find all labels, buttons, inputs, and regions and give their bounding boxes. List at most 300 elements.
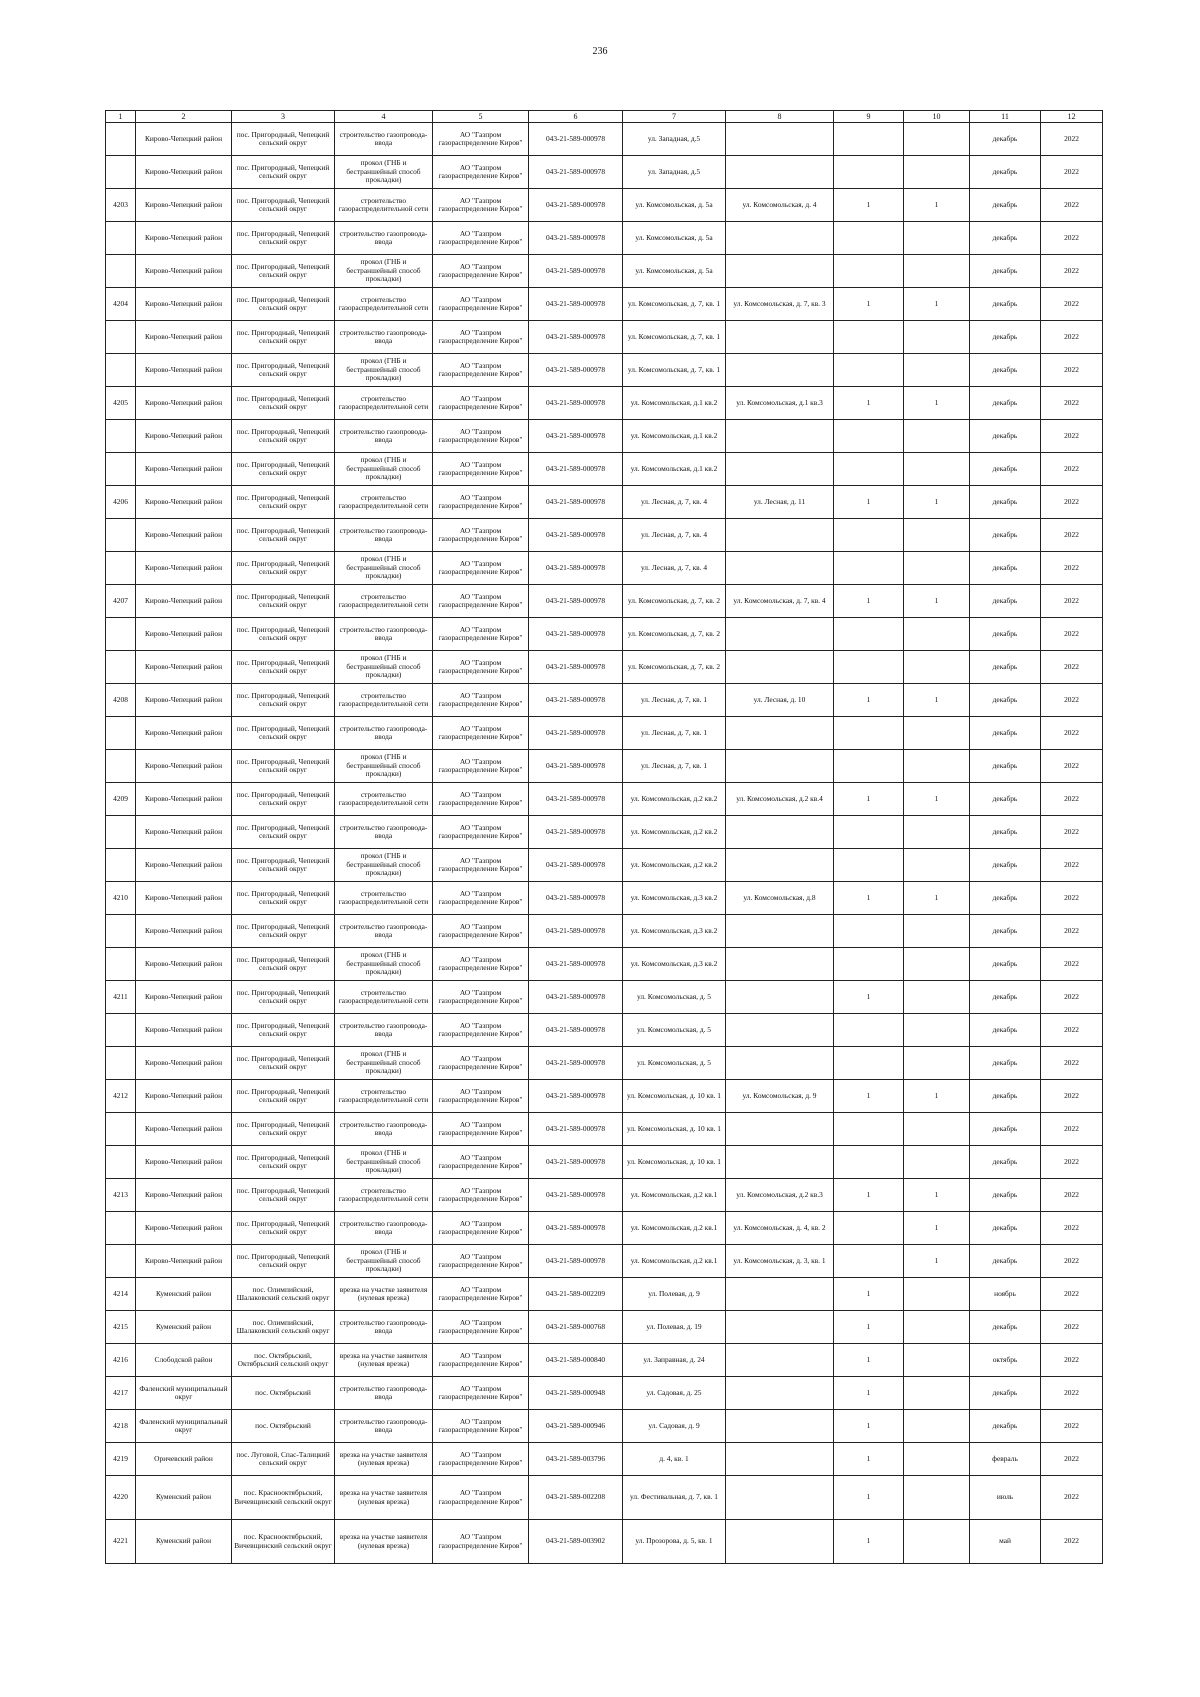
connected-address-cell — [726, 222, 834, 255]
district-cell: Кирово-Чепецкий район — [136, 948, 232, 981]
work-type-cell: строительство газораспределительной сети — [335, 387, 433, 420]
row-number-cell — [106, 1113, 136, 1146]
address-cell: ул. Лесная, д. 7, кв. 1 — [623, 717, 726, 750]
count-cell — [904, 1047, 970, 1080]
connected-address-cell — [726, 981, 834, 1014]
connected-address-cell: ул. Комсомольская, д. 4, кв. 2 — [726, 1212, 834, 1245]
connected-address-cell: ул. Комсомольская, д.1 кв.3 — [726, 387, 834, 420]
count-cell: 1 — [834, 585, 904, 618]
settlement-cell: пос. Пригородный, Чепецкий сельский округ — [232, 816, 335, 849]
column-header: 8 — [726, 111, 834, 123]
work-type-cell: строительство газораспределительной сети — [335, 486, 433, 519]
count-cell — [834, 651, 904, 684]
year-cell: 2022 — [1041, 1520, 1103, 1564]
count-cell: 1 — [834, 1080, 904, 1113]
organization-cell: АО "Газпром газораспределение Киров" — [433, 189, 529, 222]
month-cell: декабрь — [970, 1311, 1041, 1344]
address-cell: ул. Комсомольская, д. 5а — [623, 222, 726, 255]
row-number-cell — [106, 750, 136, 783]
address-cell: ул. Садовая, д. 25 — [623, 1377, 726, 1410]
table-row — [106, 1047, 1103, 1080]
count-cell — [904, 420, 970, 453]
work-type-cell: строительство газопровода-ввода — [335, 816, 433, 849]
organization-cell: АО "Газпром газораспределение Киров" — [433, 915, 529, 948]
address-cell: ул. Комсомольская, д. 5 — [623, 981, 726, 1014]
organization-cell: АО "Газпром газораспределение Киров" — [433, 882, 529, 915]
settlement-cell: пос. Пригородный, Чепецкий сельский округ — [232, 915, 335, 948]
row-number-cell — [106, 156, 136, 189]
connected-address-cell — [726, 1476, 834, 1520]
table-row — [106, 816, 1103, 849]
count-cell — [834, 750, 904, 783]
contract-number-cell: 043-21-589-000978 — [529, 288, 623, 321]
district-cell: Кирово-Чепецкий район — [136, 1113, 232, 1146]
address-cell: ул. Комсомольская, д. 5а — [623, 255, 726, 288]
district-cell: Фаленский муниципальный округ — [136, 1410, 232, 1443]
work-type-cell: строительство газораспределительной сети — [335, 882, 433, 915]
address-cell: ул. Комсомольская, д. 7, кв. 2 — [623, 618, 726, 651]
count-cell — [904, 948, 970, 981]
row-number-cell: 4221 — [106, 1520, 136, 1564]
count-cell — [904, 156, 970, 189]
district-cell: Кирово-Чепецкий район — [136, 519, 232, 552]
count-cell — [904, 519, 970, 552]
contract-number-cell: 043-21-589-002209 — [529, 1278, 623, 1311]
month-cell: декабрь — [970, 1047, 1041, 1080]
work-type-cell: прокол (ГНБ и бестраншейный способ прокладки) — [335, 1245, 433, 1278]
column-header: 4 — [335, 111, 433, 123]
address-cell: ул. Фестивальная, д. 7, кв. 1 — [623, 1476, 726, 1520]
table-row — [106, 420, 1103, 453]
count-cell: 1 — [834, 1476, 904, 1520]
connected-address-cell — [726, 1377, 834, 1410]
work-type-cell: врезка на участке заявителя (нулевая врезка) — [335, 1476, 433, 1520]
row-number-cell — [106, 816, 136, 849]
count-cell: 1 — [904, 585, 970, 618]
year-cell: 2022 — [1041, 321, 1103, 354]
settlement-cell: пос. Пригородный, Чепецкий сельский округ — [232, 156, 335, 189]
organization-cell: АО "Газпром газораспределение Киров" — [433, 816, 529, 849]
connected-address-cell — [726, 816, 834, 849]
settlement-cell: пос. Пригородный, Чепецкий сельский округ — [232, 486, 335, 519]
month-cell: декабрь — [970, 288, 1041, 321]
count-cell: 1 — [834, 1443, 904, 1476]
work-type-cell: прокол (ГНБ и бестраншейный способ прокладки) — [335, 1047, 433, 1080]
table-row — [106, 453, 1103, 486]
row-number-cell — [106, 420, 136, 453]
connected-address-cell — [726, 321, 834, 354]
settlement-cell: пос. Пригородный, Чепецкий сельский округ — [232, 651, 335, 684]
organization-cell: АО "Газпром газораспределение Киров" — [433, 1146, 529, 1179]
address-cell: ул. Комсомольская, д.2 кв.2 — [623, 783, 726, 816]
settlement-cell: пос. Пригородный, Чепецкий сельский округ — [232, 585, 335, 618]
year-cell: 2022 — [1041, 387, 1103, 420]
table-row — [106, 255, 1103, 288]
row-number-cell: 4206 — [106, 486, 136, 519]
address-cell: ул. Комсомольская, д. 5 — [623, 1014, 726, 1047]
month-cell: декабрь — [970, 618, 1041, 651]
district-cell: Кирово-Чепецкий район — [136, 552, 232, 585]
count-cell — [904, 1476, 970, 1520]
count-cell — [834, 618, 904, 651]
count-cell — [904, 453, 970, 486]
table-row — [106, 1520, 1103, 1564]
organization-cell: АО "Газпром газораспределение Киров" — [433, 750, 529, 783]
table-row — [106, 552, 1103, 585]
count-cell — [834, 519, 904, 552]
settlement-cell: пос. Пригородный, Чепецкий сельский округ — [232, 354, 335, 387]
year-cell: 2022 — [1041, 1245, 1103, 1278]
year-cell: 2022 — [1041, 1014, 1103, 1047]
count-cell — [834, 420, 904, 453]
settlement-cell: пос. Пригородный, Чепецкий сельский округ — [232, 684, 335, 717]
year-cell: 2022 — [1041, 189, 1103, 222]
count-cell — [834, 1047, 904, 1080]
year-cell: 2022 — [1041, 1278, 1103, 1311]
organization-cell: АО "Газпром газораспределение Киров" — [433, 123, 529, 156]
column-header: 12 — [1041, 111, 1103, 123]
settlement-cell: пос. Пригородный, Чепецкий сельский округ — [232, 189, 335, 222]
column-header: 1 — [106, 111, 136, 123]
count-cell — [834, 156, 904, 189]
count-cell — [904, 1377, 970, 1410]
month-cell: май — [970, 1520, 1041, 1564]
count-cell — [904, 849, 970, 882]
settlement-cell: пос. Октябрьский — [232, 1377, 335, 1410]
organization-cell: АО "Газпром газораспределение Киров" — [433, 948, 529, 981]
connected-address-cell — [726, 1344, 834, 1377]
month-cell: декабрь — [970, 684, 1041, 717]
contract-number-cell: 043-21-589-000978 — [529, 189, 623, 222]
contract-number-cell: 043-21-589-000978 — [529, 1113, 623, 1146]
organization-cell: АО "Газпром газораспределение Киров" — [433, 1344, 529, 1377]
district-cell: Слободской район — [136, 1344, 232, 1377]
row-number-cell: 4216 — [106, 1344, 136, 1377]
district-cell: Кирово-Чепецкий район — [136, 783, 232, 816]
count-cell: 1 — [834, 1278, 904, 1311]
settlement-cell: пос. Пригородный, Чепецкий сельский округ — [232, 882, 335, 915]
address-cell: ул. Лесная, д. 7, кв. 1 — [623, 750, 726, 783]
year-cell: 2022 — [1041, 1113, 1103, 1146]
year-cell: 2022 — [1041, 420, 1103, 453]
settlement-cell: пос. Пригородный, Чепецкий сельский округ — [232, 948, 335, 981]
work-type-cell: прокол (ГНБ и бестраншейный способ прокладки) — [335, 453, 433, 486]
work-type-cell: строительство газораспределительной сети — [335, 1080, 433, 1113]
month-cell: декабрь — [970, 1080, 1041, 1113]
month-cell: декабрь — [970, 519, 1041, 552]
contract-number-cell: 043-21-589-000840 — [529, 1344, 623, 1377]
month-cell: июль — [970, 1476, 1041, 1520]
count-cell: 1 — [834, 486, 904, 519]
count-cell — [834, 123, 904, 156]
column-header: 11 — [970, 111, 1041, 123]
contract-number-cell: 043-21-589-000978 — [529, 123, 623, 156]
count-cell: 1 — [904, 288, 970, 321]
contract-number-cell: 043-21-589-000978 — [529, 1146, 623, 1179]
organization-cell: АО "Газпром газораспределение Киров" — [433, 717, 529, 750]
address-cell: ул. Комсомольская, д. 7, кв. 1 — [623, 288, 726, 321]
work-type-cell: строительство газопровода-ввода — [335, 519, 433, 552]
contract-number-cell: 043-21-589-000978 — [529, 1245, 623, 1278]
address-cell: ул. Прозорова, д. 5, кв. 1 — [623, 1520, 726, 1564]
year-cell: 2022 — [1041, 717, 1103, 750]
settlement-cell: пос. Олимпийский, Шалаковский сельский округ — [232, 1311, 335, 1344]
count-cell — [904, 1443, 970, 1476]
work-type-cell: прокол (ГНБ и бестраншейный способ прокладки) — [335, 255, 433, 288]
count-cell — [904, 618, 970, 651]
column-header: 3 — [232, 111, 335, 123]
contract-number-cell: 043-21-589-000946 — [529, 1410, 623, 1443]
contract-number-cell: 043-21-589-000978 — [529, 717, 623, 750]
connected-address-cell — [726, 1278, 834, 1311]
work-type-cell: строительство газопровода-ввода — [335, 1212, 433, 1245]
year-cell: 2022 — [1041, 750, 1103, 783]
count-cell: 1 — [834, 1520, 904, 1564]
year-cell: 2022 — [1041, 1146, 1103, 1179]
month-cell: декабрь — [970, 816, 1041, 849]
work-type-cell: строительство газораспределительной сети — [335, 783, 433, 816]
year-cell: 2022 — [1041, 486, 1103, 519]
connected-address-cell: ул. Комсомольская, д. 7, кв. 3 — [726, 288, 834, 321]
count-cell: 1 — [904, 189, 970, 222]
row-number-cell — [106, 1047, 136, 1080]
district-cell: Кирово-Чепецкий район — [136, 420, 232, 453]
row-number-cell — [106, 321, 136, 354]
table-row — [106, 1278, 1103, 1311]
organization-cell: АО "Газпром газораспределение Киров" — [433, 354, 529, 387]
count-cell: 1 — [904, 1179, 970, 1212]
count-cell — [904, 717, 970, 750]
table-row — [106, 981, 1103, 1014]
address-cell: ул. Комсомольская, д. 5а — [623, 189, 726, 222]
settlement-cell: пос. Пригородный, Чепецкий сельский округ — [232, 750, 335, 783]
year-cell: 2022 — [1041, 915, 1103, 948]
count-cell — [904, 915, 970, 948]
column-number-row — [106, 111, 1103, 123]
settlement-cell: пос. Пригородный, Чепецкий сельский округ — [232, 552, 335, 585]
contract-number-cell: 043-21-589-000978 — [529, 816, 623, 849]
count-cell — [904, 651, 970, 684]
district-cell: Куменский район — [136, 1278, 232, 1311]
row-number-cell — [106, 1014, 136, 1047]
work-type-cell: прокол (ГНБ и бестраншейный способ прокладки) — [335, 651, 433, 684]
year-cell: 2022 — [1041, 1377, 1103, 1410]
count-cell — [834, 1014, 904, 1047]
settlement-cell: пос. Пригородный, Чепецкий сельский округ — [232, 849, 335, 882]
count-cell: 1 — [834, 1344, 904, 1377]
count-cell: 1 — [904, 882, 970, 915]
month-cell: декабрь — [970, 717, 1041, 750]
work-type-cell: строительство газопровода-ввода — [335, 1377, 433, 1410]
address-cell: ул. Комсомольская, д.2 кв.1 — [623, 1245, 726, 1278]
district-cell: Куменский район — [136, 1520, 232, 1564]
year-cell: 2022 — [1041, 1311, 1103, 1344]
year-cell: 2022 — [1041, 882, 1103, 915]
district-cell: Кирово-Чепецкий район — [136, 222, 232, 255]
settlement-cell: пос. Пригородный, Чепецкий сельский округ — [232, 717, 335, 750]
table-row — [106, 321, 1103, 354]
contract-number-cell: 043-21-589-000978 — [529, 882, 623, 915]
count-cell — [904, 1278, 970, 1311]
settlement-cell: пос. Пригородный, Чепецкий сельский округ — [232, 981, 335, 1014]
count-cell — [904, 750, 970, 783]
year-cell: 2022 — [1041, 849, 1103, 882]
address-cell: ул. Комсомольская, д. 10 кв. 1 — [623, 1113, 726, 1146]
organization-cell: АО "Газпром газораспределение Киров" — [433, 1014, 529, 1047]
address-cell: д. 4, кв. 1 — [623, 1443, 726, 1476]
table-row — [106, 1014, 1103, 1047]
table-row — [106, 750, 1103, 783]
table-row — [106, 1410, 1103, 1443]
year-cell: 2022 — [1041, 981, 1103, 1014]
work-type-cell: строительство газораспределительной сети — [335, 1179, 433, 1212]
month-cell: декабрь — [970, 321, 1041, 354]
address-cell: ул. Комсомольская, д. 7, кв. 2 — [623, 651, 726, 684]
year-cell: 2022 — [1041, 255, 1103, 288]
work-type-cell: строительство газопровода-ввода — [335, 1410, 433, 1443]
count-cell: 1 — [834, 882, 904, 915]
table-row — [106, 1344, 1103, 1377]
count-cell — [904, 1520, 970, 1564]
year-cell: 2022 — [1041, 1212, 1103, 1245]
connected-address-cell — [726, 750, 834, 783]
contract-number-cell: 043-21-589-000978 — [529, 585, 623, 618]
connected-address-cell: ул. Комсомольская, д. 4 — [726, 189, 834, 222]
address-cell: ул. Комсомольская, д.2 кв.1 — [623, 1179, 726, 1212]
year-cell: 2022 — [1041, 651, 1103, 684]
row-number-cell: 4217 — [106, 1377, 136, 1410]
count-cell: 1 — [904, 684, 970, 717]
settlement-cell: пос. Пригородный, Чепецкий сельский округ — [232, 255, 335, 288]
row-number-cell: 4207 — [106, 585, 136, 618]
settlement-cell: пос. Пригородный, Чепецкий сельский округ — [232, 1245, 335, 1278]
connected-address-cell: ул. Комсомольская, д.2 кв.3 — [726, 1179, 834, 1212]
count-cell — [904, 1344, 970, 1377]
table-row — [106, 915, 1103, 948]
address-cell: ул. Лесная, д. 7, кв. 4 — [623, 519, 726, 552]
row-number-cell: 4205 — [106, 387, 136, 420]
connected-address-cell — [726, 1410, 834, 1443]
district-cell: Кирово-Чепецкий район — [136, 156, 232, 189]
organization-cell: АО "Газпром газораспределение Киров" — [433, 1476, 529, 1520]
address-cell: ул. Комсомольская, д. 7, кв. 1 — [623, 321, 726, 354]
work-type-cell: прокол (ГНБ и бестраншейный способ прокладки) — [335, 156, 433, 189]
count-cell — [904, 816, 970, 849]
year-cell: 2022 — [1041, 288, 1103, 321]
settlement-cell: пос. Пригородный, Чепецкий сельский округ — [232, 123, 335, 156]
table-row — [106, 156, 1103, 189]
district-cell: Кирово-Чепецкий район — [136, 816, 232, 849]
district-cell: Кирово-Чепецкий район — [136, 651, 232, 684]
month-cell: декабрь — [970, 354, 1041, 387]
address-cell: ул. Садовая, д. 9 — [623, 1410, 726, 1443]
contract-number-cell: 043-21-589-003902 — [529, 1520, 623, 1564]
settlement-cell: пос. Краснооктябрьский, Вичевщинский сельский округ — [232, 1520, 335, 1564]
work-type-cell: строительство газопровода-ввода — [335, 618, 433, 651]
month-cell: ноябрь — [970, 1278, 1041, 1311]
work-type-cell: врезка на участке заявителя (нулевая врезка) — [335, 1520, 433, 1564]
work-type-cell: прокол (ГНБ и бестраншейный способ прокладки) — [335, 354, 433, 387]
month-cell: декабрь — [970, 1014, 1041, 1047]
table-row — [106, 684, 1103, 717]
connected-address-cell — [726, 1113, 834, 1146]
connected-address-cell — [726, 552, 834, 585]
address-cell: ул. Лесная, д. 7, кв. 1 — [623, 684, 726, 717]
count-cell — [904, 354, 970, 387]
row-number-cell: 4214 — [106, 1278, 136, 1311]
work-type-cell: строительство газопровода-ввода — [335, 420, 433, 453]
table-row — [106, 1245, 1103, 1278]
row-number-cell — [106, 915, 136, 948]
month-cell: декабрь — [970, 981, 1041, 1014]
work-type-cell: врезка на участке заявителя (нулевая врезка) — [335, 1278, 433, 1311]
count-cell: 1 — [904, 1212, 970, 1245]
connected-address-cell — [726, 354, 834, 387]
count-cell — [834, 321, 904, 354]
count-cell — [834, 552, 904, 585]
work-type-cell: строительство газопровода-ввода — [335, 321, 433, 354]
count-cell — [904, 1014, 970, 1047]
month-cell: декабрь — [970, 651, 1041, 684]
table-row — [106, 1476, 1103, 1520]
address-cell: ул. Комсомольская, д.3 кв.2 — [623, 915, 726, 948]
row-number-cell — [106, 717, 136, 750]
address-cell: ул. Комсомольская, д.3 кв.2 — [623, 948, 726, 981]
count-cell: 1 — [904, 486, 970, 519]
month-cell: декабрь — [970, 783, 1041, 816]
contract-number-cell: 043-21-589-000978 — [529, 783, 623, 816]
row-number-cell — [106, 222, 136, 255]
organization-cell: АО "Газпром газораспределение Киров" — [433, 222, 529, 255]
table-row — [106, 618, 1103, 651]
year-cell: 2022 — [1041, 684, 1103, 717]
address-cell: ул. Комсомольская, д.1 кв.2 — [623, 387, 726, 420]
row-number-cell: 4212 — [106, 1080, 136, 1113]
organization-cell: АО "Газпром газораспределение Киров" — [433, 387, 529, 420]
settlement-cell: пос. Пригородный, Чепецкий сельский округ — [232, 1047, 335, 1080]
table-row — [106, 783, 1103, 816]
connected-address-cell: ул. Лесная, д. 10 — [726, 684, 834, 717]
settlement-cell: пос. Октябрьский, Октябрьский сельский округ — [232, 1344, 335, 1377]
organization-cell: АО "Газпром газораспределение Киров" — [433, 420, 529, 453]
count-cell: 1 — [834, 288, 904, 321]
district-cell: Кирово-Чепецкий район — [136, 1047, 232, 1080]
organization-cell: АО "Газпром газораспределение Киров" — [433, 486, 529, 519]
address-cell: ул. Лесная, д. 7, кв. 4 — [623, 486, 726, 519]
contract-number-cell: 043-21-589-000978 — [529, 1047, 623, 1080]
count-cell — [904, 1146, 970, 1179]
contract-number-cell: 043-21-589-000978 — [529, 1014, 623, 1047]
row-number-cell: 4204 — [106, 288, 136, 321]
page-number: 236 — [592, 46, 608, 57]
district-cell: Кирово-Чепецкий район — [136, 354, 232, 387]
row-number-cell — [106, 1146, 136, 1179]
row-number-cell — [106, 552, 136, 585]
count-cell — [834, 1113, 904, 1146]
work-type-cell: врезка на участке заявителя (нулевая врезка) — [335, 1443, 433, 1476]
settlement-cell: пос. Пригородный, Чепецкий сельский округ — [232, 288, 335, 321]
district-cell: Кирово-Чепецкий район — [136, 1080, 232, 1113]
count-cell: 1 — [904, 783, 970, 816]
connected-address-cell — [726, 519, 834, 552]
contract-number-cell: 043-21-589-000978 — [529, 948, 623, 981]
table-row — [106, 1443, 1103, 1476]
month-cell: декабрь — [970, 552, 1041, 585]
connected-address-cell: ул. Лесная, д. 11 — [726, 486, 834, 519]
district-cell: Кирово-Чепецкий район — [136, 321, 232, 354]
address-cell: ул. Комсомольская, д. 7, кв. 1 — [623, 354, 726, 387]
district-cell: Кирово-Чепецкий район — [136, 453, 232, 486]
